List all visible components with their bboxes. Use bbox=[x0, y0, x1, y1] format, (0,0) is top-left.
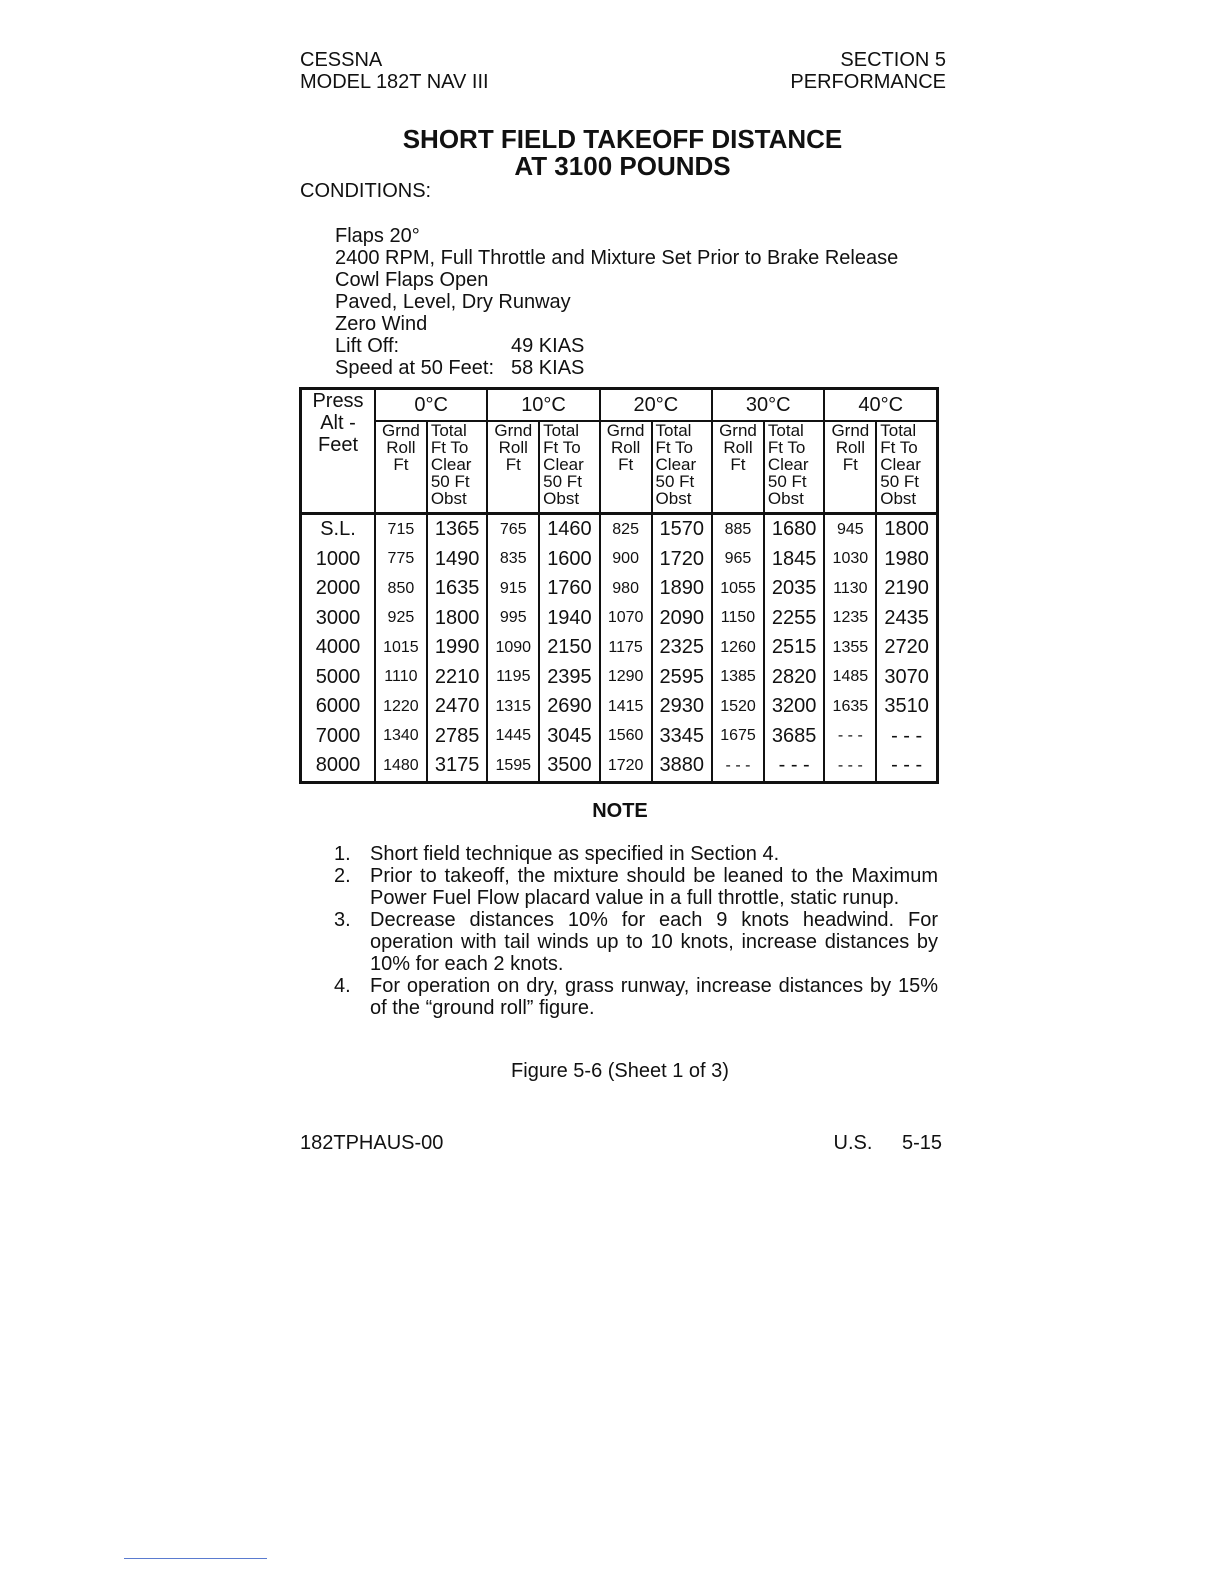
total-distance-cell: 2690 bbox=[539, 692, 600, 722]
ground-roll-cell: 1130 bbox=[824, 574, 876, 604]
ground-roll-cell: 965 bbox=[712, 545, 764, 575]
press-alt-header: Press Alt - Feet bbox=[301, 389, 376, 514]
ground-roll-cell: 1030 bbox=[824, 545, 876, 575]
total-distance-cell: - - - bbox=[876, 722, 937, 752]
speed-label: Lift Off: bbox=[335, 335, 400, 357]
ground-roll-header: Grnd Roll Ft bbox=[600, 421, 652, 514]
ground-roll-cell: 995 bbox=[487, 604, 539, 634]
ground-roll-cell: 850 bbox=[375, 574, 427, 604]
total-distance-cell: 2515 bbox=[764, 633, 825, 663]
ground-roll-cell: 925 bbox=[375, 604, 427, 634]
ground-roll-cell: 1235 bbox=[824, 604, 876, 634]
ground-roll-cell: - - - bbox=[824, 751, 876, 782]
section-name: PERFORMANCE bbox=[790, 71, 946, 93]
total-distance-cell: 1800 bbox=[876, 514, 937, 545]
ground-roll-cell: 1340 bbox=[375, 722, 427, 752]
total-distance-header: Total Ft To Clear 50 Ft Obst bbox=[652, 421, 713, 514]
header-right bbox=[790, 49, 946, 93]
altitude-cell: 2000 bbox=[301, 574, 376, 604]
conditions-label: CONDITIONS: bbox=[300, 180, 432, 202]
page-number: 5-15 bbox=[901, 1132, 942, 1154]
ground-roll-cell: 1195 bbox=[487, 663, 539, 693]
condition-item: Flaps 20° bbox=[335, 225, 420, 247]
ground-roll-cell: 1090 bbox=[487, 633, 539, 663]
altitude-cell: 6000 bbox=[301, 692, 376, 722]
total-distance-cell: 1460 bbox=[539, 514, 600, 545]
total-distance-cell: 3345 bbox=[652, 722, 713, 752]
temp-header: 40°C bbox=[824, 389, 937, 422]
document-id: 182TPHAUS-00 bbox=[300, 1132, 444, 1154]
note-item: 2. Prior to takeoff, the mixture should be leaned to the Maximum Power Fuel Flow placard value in a full throttle, static runup. bbox=[334, 865, 938, 909]
altitude-cell: 3000 bbox=[301, 604, 376, 634]
total-distance-cell: 2470 bbox=[427, 692, 488, 722]
model: MODEL 182T NAV III bbox=[300, 71, 489, 93]
total-distance-cell: 1760 bbox=[539, 574, 600, 604]
ground-roll-cell: 1560 bbox=[600, 722, 652, 752]
ground-roll-header: Grnd Roll Ft bbox=[375, 421, 427, 514]
table-row bbox=[301, 692, 938, 722]
ground-roll-cell: 1485 bbox=[824, 663, 876, 693]
total-distance-cell: 1365 bbox=[427, 514, 488, 545]
ground-roll-cell: 1415 bbox=[600, 692, 652, 722]
total-distance-cell: 2190 bbox=[876, 574, 937, 604]
table-row bbox=[301, 574, 938, 604]
total-distance-header: Total Ft To Clear 50 Ft Obst bbox=[764, 421, 825, 514]
altitude-cell: 1000 bbox=[301, 545, 376, 575]
altitude-cell: S.L. bbox=[301, 514, 376, 545]
table-row bbox=[301, 514, 938, 545]
ground-roll-cell: 1445 bbox=[487, 722, 539, 752]
total-distance-cell: 1800 bbox=[427, 604, 488, 634]
table-row bbox=[301, 545, 938, 575]
ground-roll-cell: 1520 bbox=[712, 692, 764, 722]
ground-roll-header: Grnd Roll Ft bbox=[824, 421, 876, 514]
ground-roll-cell: 825 bbox=[600, 514, 652, 545]
ground-roll-cell: 1110 bbox=[375, 663, 427, 693]
ground-roll-cell: - - - bbox=[712, 751, 764, 782]
ground-roll-cell: 775 bbox=[375, 545, 427, 575]
speed-value: 49 KIAS bbox=[511, 335, 585, 357]
total-distance-cell: 2150 bbox=[539, 633, 600, 663]
header-left bbox=[300, 49, 489, 93]
ground-roll-cell: 885 bbox=[712, 514, 764, 545]
ground-roll-cell: 1260 bbox=[712, 633, 764, 663]
note-item: 4. For operation on dry, grass runway, increase distances by 15% of the “ground roll” figure. bbox=[334, 975, 938, 1019]
altitude-cell: 8000 bbox=[301, 751, 376, 782]
table-row bbox=[301, 663, 938, 693]
total-distance-cell: 3880 bbox=[652, 751, 713, 782]
divider bbox=[124, 1558, 267, 1559]
ground-roll-cell: 1070 bbox=[600, 604, 652, 634]
total-distance-cell: 2035 bbox=[764, 574, 825, 604]
ground-roll-cell: 1015 bbox=[375, 633, 427, 663]
note-item: 1. Short field technique as specified in Section 4. bbox=[334, 843, 780, 865]
altitude-cell: 5000 bbox=[301, 663, 376, 693]
altitude-cell: 4000 bbox=[301, 633, 376, 663]
page-footer bbox=[810, 1132, 943, 1155]
condition-item: Paved, Level, Dry Runway bbox=[335, 291, 571, 313]
total-distance-cell: 2720 bbox=[876, 633, 937, 663]
ground-roll-header: Grnd Roll Ft bbox=[712, 421, 764, 514]
total-distance-cell: 2930 bbox=[652, 692, 713, 722]
altitude-cell: 7000 bbox=[301, 722, 376, 752]
temp-header: 0°C bbox=[375, 389, 487, 422]
ground-roll-cell: 1315 bbox=[487, 692, 539, 722]
ground-roll-cell: 1635 bbox=[824, 692, 876, 722]
region: U.S. bbox=[833, 1132, 873, 1154]
ground-roll-cell: 765 bbox=[487, 514, 539, 545]
total-distance-cell: 2090 bbox=[652, 604, 713, 634]
total-distance-cell: 1940 bbox=[539, 604, 600, 634]
title-line-1: SHORT FIELD TAKEOFF DISTANCE bbox=[402, 124, 843, 154]
ground-roll-cell: 1055 bbox=[712, 574, 764, 604]
total-distance-cell: 2785 bbox=[427, 722, 488, 752]
figure-caption: Figure 5-6 (Sheet 1 of 3) bbox=[511, 1060, 729, 1082]
total-distance-cell: 1845 bbox=[764, 545, 825, 575]
speed-label: Speed at 50 Feet: bbox=[335, 357, 495, 379]
temp-header: 30°C bbox=[712, 389, 824, 422]
total-distance-cell: 3045 bbox=[539, 722, 600, 752]
condition-item: Zero Wind bbox=[335, 313, 428, 335]
ground-roll-cell: 900 bbox=[600, 545, 652, 575]
total-distance-cell: 2325 bbox=[652, 633, 713, 663]
total-distance-cell: 1600 bbox=[539, 545, 600, 575]
page-title bbox=[300, 126, 945, 180]
total-distance-cell: 1980 bbox=[876, 545, 937, 575]
ground-roll-cell: 1675 bbox=[712, 722, 764, 752]
ground-roll-cell: 835 bbox=[487, 545, 539, 575]
ground-roll-header: Grnd Roll Ft bbox=[487, 421, 539, 514]
total-distance-cell: 2255 bbox=[764, 604, 825, 634]
liftoff-speed bbox=[335, 335, 898, 357]
ground-roll-cell: 915 bbox=[487, 574, 539, 604]
ground-roll-cell: 1220 bbox=[375, 692, 427, 722]
total-distance-cell: 2210 bbox=[427, 663, 488, 693]
total-distance-cell: 3175 bbox=[427, 751, 488, 782]
ground-roll-cell: 1355 bbox=[824, 633, 876, 663]
total-distance-cell: 1890 bbox=[652, 574, 713, 604]
total-distance-cell: 2395 bbox=[539, 663, 600, 693]
total-distance-cell: 1490 bbox=[427, 545, 488, 575]
ground-roll-cell: 1720 bbox=[600, 751, 652, 782]
total-distance-cell: 1990 bbox=[427, 633, 488, 663]
total-distance-header: Total Ft To Clear 50 Ft Obst bbox=[427, 421, 488, 514]
notes-list bbox=[334, 843, 938, 1019]
temp-header: 10°C bbox=[487, 389, 599, 422]
condition-item: Cowl Flaps Open bbox=[335, 269, 489, 291]
total-distance-cell: 3685 bbox=[764, 722, 825, 752]
table-row bbox=[301, 633, 938, 663]
total-distance-cell: 2435 bbox=[876, 604, 937, 634]
ground-roll-cell: 1290 bbox=[600, 663, 652, 693]
total-distance-cell: 3510 bbox=[876, 692, 937, 722]
ground-roll-cell: 1480 bbox=[375, 751, 427, 782]
ground-roll-cell: 945 bbox=[824, 514, 876, 545]
takeoff-distance-table bbox=[299, 387, 939, 784]
manufacturer: CESSNA bbox=[300, 49, 383, 71]
speed-value: 58 KIAS bbox=[511, 357, 585, 379]
total-distance-cell: - - - bbox=[764, 751, 825, 782]
note-item: 3. Decrease distances 10% for each 9 knots headwind. For operation with tail winds up to 10 knots, increase distances by 10% for each 2 knots. bbox=[334, 909, 938, 975]
ground-roll-cell: 715 bbox=[375, 514, 427, 545]
ground-roll-cell: 1150 bbox=[712, 604, 764, 634]
total-distance-cell: 3200 bbox=[764, 692, 825, 722]
total-distance-cell: 1720 bbox=[652, 545, 713, 575]
title-line-2: AT 3100 POUNDS bbox=[514, 151, 731, 181]
ground-roll-cell: - - - bbox=[824, 722, 876, 752]
table-row bbox=[301, 751, 938, 782]
total-distance-cell: 1635 bbox=[427, 574, 488, 604]
total-distance-cell: 1570 bbox=[652, 514, 713, 545]
temp-header: 20°C bbox=[600, 389, 712, 422]
table-row bbox=[301, 722, 938, 752]
total-distance-cell: 3070 bbox=[876, 663, 937, 693]
total-distance-cell: - - - bbox=[876, 751, 937, 782]
total-distance-header: Total Ft To Clear 50 Ft Obst bbox=[539, 421, 600, 514]
total-distance-cell: 1680 bbox=[764, 514, 825, 545]
fifty-ft-speed bbox=[335, 357, 898, 379]
conditions-list bbox=[335, 225, 898, 379]
total-distance-cell: 2820 bbox=[764, 663, 825, 693]
condition-item: 2400 RPM, Full Throttle and Mixture Set Prior to Brake Release bbox=[335, 247, 899, 269]
ground-roll-cell: 1385 bbox=[712, 663, 764, 693]
total-distance-cell: 3500 bbox=[539, 751, 600, 782]
total-distance-cell: 2595 bbox=[652, 663, 713, 693]
section-number: SECTION 5 bbox=[840, 49, 946, 71]
ground-roll-cell: 1175 bbox=[600, 633, 652, 663]
ground-roll-cell: 1595 bbox=[487, 751, 539, 782]
table-row bbox=[301, 604, 938, 634]
note-title: NOTE bbox=[592, 800, 648, 822]
total-distance-header: Total Ft To Clear 50 Ft Obst bbox=[876, 421, 937, 514]
ground-roll-cell: 980 bbox=[600, 574, 652, 604]
